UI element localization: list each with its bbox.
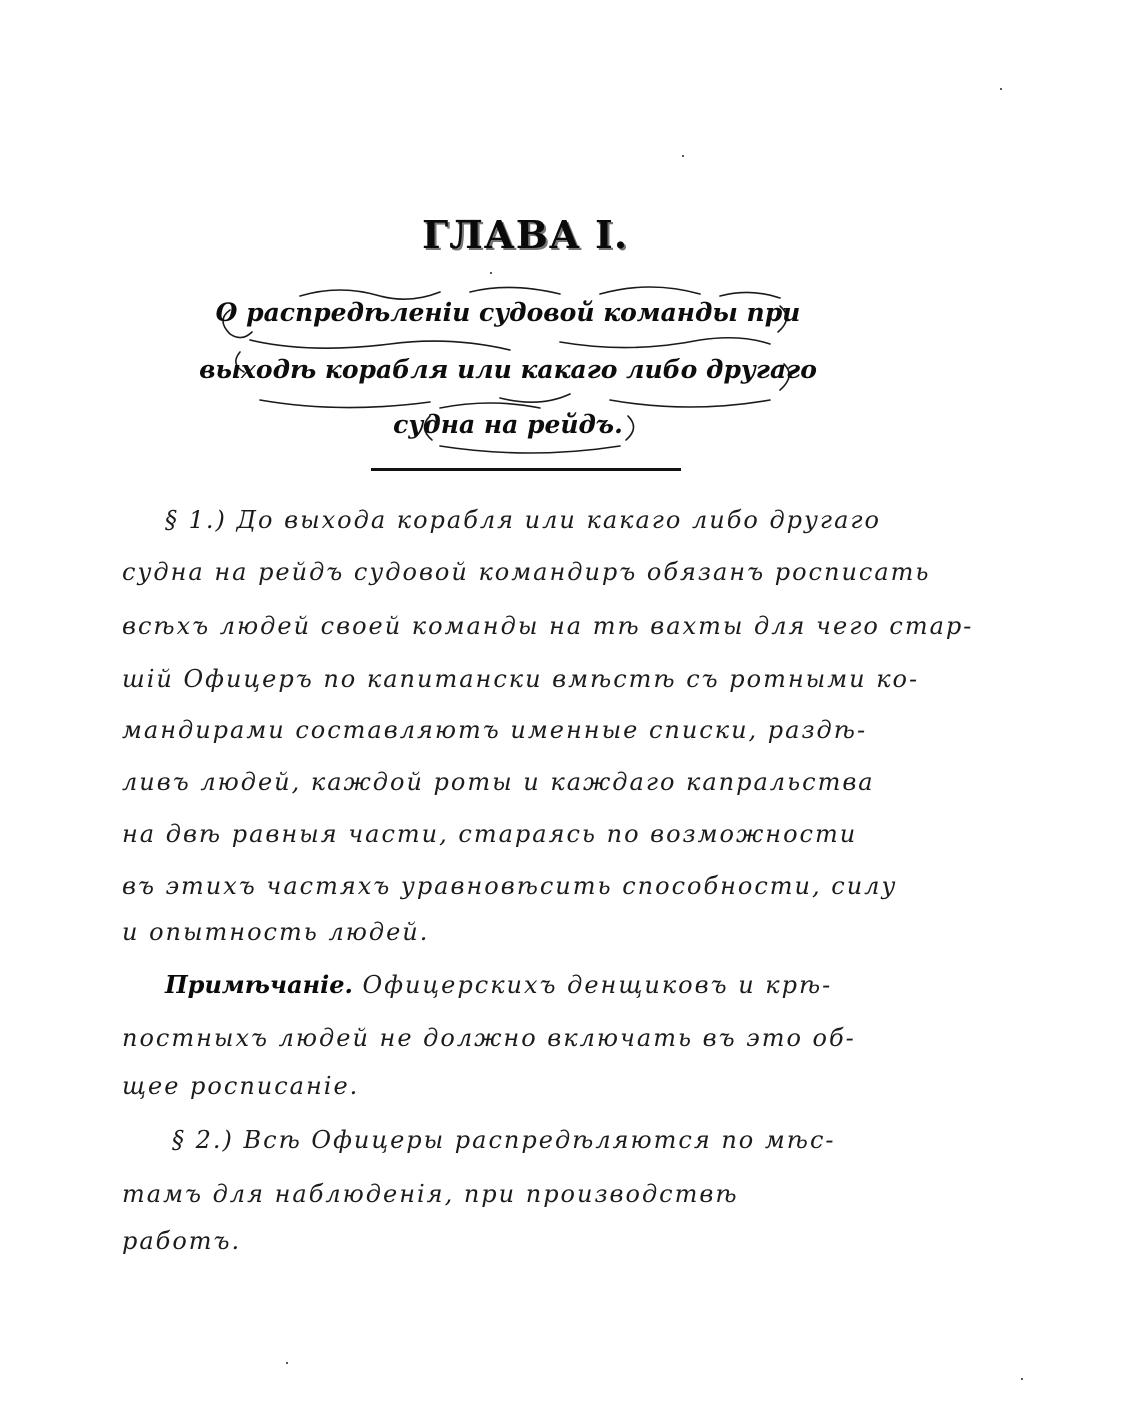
page-speck (1000, 88, 1002, 90)
subtitle-line-1: О распредѣленіи судовой команды при (215, 298, 801, 327)
page-speck (1021, 1378, 1023, 1380)
page-speck (682, 155, 684, 157)
paragraph-1-line-1: § 1.) До выхода корабля или какаго либо другаго (165, 506, 881, 534)
subtitle-line-3: судна на рейдъ. (393, 410, 623, 439)
note-line-2: постныхъ людей не должно включать въ это об- (122, 1024, 856, 1052)
note-line-1 (165, 970, 832, 999)
paragraph-2-line-1: § 2.) Всѣ Офицеры распредѣляются по мѣс- (172, 1126, 836, 1154)
note-line-3: щее росписаніе. (122, 1072, 360, 1100)
chapter-title: ГЛАВА I. (421, 212, 629, 257)
paragraph-1-line-7: на двѣ равныя части, стараясь по возможности (122, 820, 858, 848)
paragraph-1-line-3: всѣхъ людей своей команды на тѣ вахты для чего стар- (122, 612, 974, 640)
paragraph-1-line-8: въ этихъ частяхъ уравновѣсить способности, силу (122, 872, 898, 900)
page-speck (286, 1362, 288, 1364)
heading-divider (371, 468, 681, 471)
note-label: Примѣчаніе. (165, 970, 353, 999)
subtitle-line-2: выходѣ корабля или какаго либо другаго (199, 355, 817, 384)
paragraph-1-line-9: и опытность людей. (122, 918, 430, 946)
paragraph-1-line-2: судна на рейдъ судовой командиръ обязанъ росписать (122, 558, 931, 586)
paragraph-2-line-2: тамъ для наблюденія, при производствѣ (122, 1180, 739, 1208)
paragraph-1-line-4: шій Офицеръ по капитански вмѣстѣ съ ротными ко- (122, 665, 920, 693)
paragraph-1-line-6: ливъ людей, каждой роты и каждаго капральства (122, 768, 875, 796)
paragraph-1-line-5: мандирами составляютъ именные списки, раздѣ- (122, 716, 868, 744)
page-speck (490, 272, 492, 274)
paragraph-2-line-3: работъ. (122, 1227, 242, 1255)
note-text-1: Офицерскихъ денщиковъ и крѣ- (362, 971, 833, 999)
